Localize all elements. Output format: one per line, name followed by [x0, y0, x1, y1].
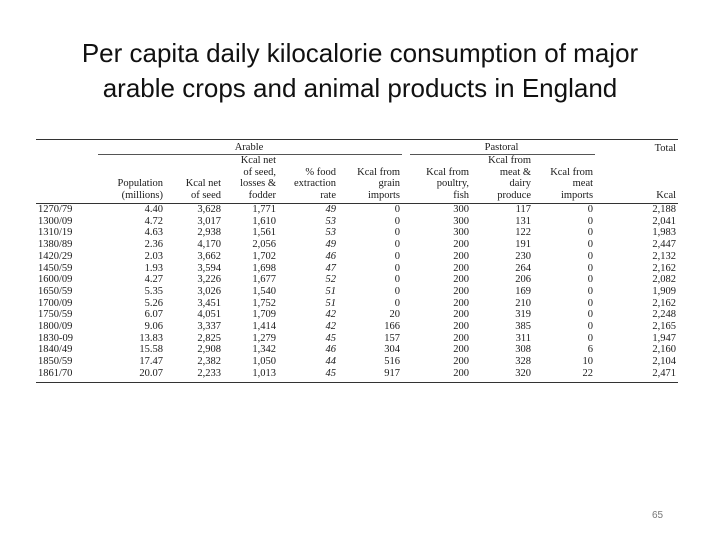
- table-cell: 42: [325, 321, 336, 333]
- table-cell: 4,170: [197, 239, 221, 251]
- table-cell: 0: [587, 262, 594, 274]
- table-cell: 0: [394, 239, 401, 251]
- table-row: [36, 216, 678, 228]
- table-cell: 311: [515, 332, 532, 344]
- column-header-line: fish: [453, 189, 470, 201]
- table-cell: 22: [533, 368, 595, 382]
- table-cell: 1,752: [252, 297, 276, 309]
- table-cell: 157: [384, 332, 401, 344]
- table-cell: 0: [587, 309, 594, 321]
- row-period: 1750/59: [38, 309, 73, 321]
- column-header: [278, 155, 338, 204]
- table-cell: 1,279: [252, 332, 276, 344]
- table-cell: 0: [394, 204, 401, 215]
- table-cell: 200: [453, 321, 470, 333]
- table-cell: 319: [515, 309, 532, 321]
- table-cell: 300: [453, 215, 470, 227]
- column-header-line: fodder: [248, 189, 276, 201]
- table-cell: 166: [384, 321, 401, 333]
- table-cell: 2,165: [652, 321, 677, 333]
- column-header-line: rate: [320, 189, 336, 201]
- column-header-line: Kcal from: [357, 166, 401, 178]
- table-row: [36, 274, 678, 286]
- table-cell: 49: [325, 204, 336, 215]
- table-cell: 230: [515, 250, 532, 262]
- table-row: [36, 239, 678, 251]
- table-cell: 206: [515, 274, 532, 286]
- table-row: [36, 368, 678, 382]
- table-cell: 10: [582, 356, 594, 368]
- table-cell: 1,947: [652, 332, 677, 344]
- table-cell: 1,013: [223, 368, 278, 382]
- table-cell: 516: [384, 356, 401, 368]
- table-cell: 20: [389, 309, 401, 321]
- row-period: 1600/09: [38, 274, 73, 286]
- table-cell: 52: [325, 274, 336, 286]
- row-period: 1300/09: [38, 215, 73, 227]
- table-cell: 3,337: [197, 321, 221, 333]
- column-header: [98, 155, 165, 204]
- group-header-row: [36, 140, 678, 155]
- table-cell: 2,233: [165, 368, 223, 382]
- title-line-1: Per capita daily kilocalorie consumption of major: [81, 38, 639, 68]
- table-row: [36, 263, 678, 275]
- table-cell: 1,677: [252, 274, 276, 286]
- table-cell: 3,594: [197, 262, 221, 274]
- table-cell: 2,471: [595, 368, 678, 382]
- column-header-line: Kcal from: [426, 166, 470, 178]
- table-cell: 20.07: [98, 368, 165, 382]
- table-cell: 200: [453, 250, 470, 262]
- table-cell: 1,983: [652, 227, 677, 239]
- table-cell: 0: [394, 274, 401, 286]
- table-cell: 2,132: [652, 250, 677, 262]
- table-cell: 1,698: [252, 262, 276, 274]
- table-cell: 2,104: [652, 356, 677, 368]
- table-cell: 42: [325, 309, 336, 321]
- table-cell: 0: [587, 227, 594, 239]
- table-cell: 1,702: [252, 250, 276, 262]
- table-cell: 200: [453, 262, 470, 274]
- group-pastoral: Pastoral: [410, 140, 595, 155]
- table-cell: 47: [325, 262, 336, 274]
- column-header: [338, 155, 402, 204]
- column-header-line: meat &: [499, 166, 532, 178]
- table-cell: 2,447: [652, 239, 677, 251]
- table-cell: 1,909: [652, 285, 677, 297]
- table-cell: 49: [325, 239, 336, 251]
- table-cell: 2,188: [652, 204, 677, 215]
- table-cell: 0: [394, 262, 401, 274]
- table-cell: 2,041: [652, 215, 677, 227]
- table-row: [36, 333, 678, 345]
- row-period: 1800/09: [38, 321, 73, 333]
- table-row: [36, 286, 678, 298]
- table-cell: 2,160: [652, 344, 677, 356]
- table-cell: 200: [453, 356, 470, 368]
- table-cell: 1,342: [252, 344, 276, 356]
- table-row: [36, 344, 678, 356]
- table-cell: 46: [325, 250, 336, 262]
- table-cell: 51: [325, 285, 336, 297]
- column-header-row: [36, 155, 678, 204]
- table-cell: 3,628: [197, 204, 221, 215]
- column-header-line: % food: [305, 166, 336, 178]
- table-row: [36, 356, 678, 368]
- table-cell: 1,414: [252, 321, 276, 333]
- table-cell: 191: [515, 239, 532, 251]
- table-cell: 5.35: [144, 285, 163, 297]
- table-cell: 2.36: [144, 239, 163, 251]
- column-header: [223, 155, 278, 204]
- table-cell: 0: [587, 297, 594, 309]
- table-cell: 0: [394, 285, 401, 297]
- table-cell: 45: [278, 368, 338, 382]
- column-header-line: (millions): [121, 189, 163, 201]
- table-cell: 15.58: [139, 344, 163, 356]
- column-header: [410, 155, 471, 204]
- table-cell: 44: [325, 356, 336, 368]
- group-arable: Arable: [98, 140, 402, 155]
- table-cell: 3,662: [197, 250, 221, 262]
- table-header: [36, 140, 678, 204]
- column-header-line: Kcal net: [185, 178, 221, 189]
- table-cell: 3,017: [197, 215, 221, 227]
- table-cell: 6.07: [144, 309, 163, 321]
- table-cell: 328: [515, 356, 532, 368]
- table-cell: 51: [325, 297, 336, 309]
- table-cell: 304: [384, 344, 401, 356]
- column-header: [471, 155, 533, 204]
- table-cell: 4.27: [144, 274, 163, 286]
- column-header-line: imports: [560, 189, 594, 201]
- column-header-line: grain: [378, 178, 401, 189]
- table-cell: 13.83: [139, 332, 163, 344]
- table-cell: 0: [394, 297, 401, 309]
- table-cell: 0: [587, 250, 594, 262]
- row-period: 1310/19: [38, 227, 73, 239]
- table-cell: 0: [587, 239, 594, 251]
- table-cell: 3,026: [197, 285, 221, 297]
- table-cell: 122: [515, 227, 532, 239]
- row-period: 1840/49: [38, 344, 73, 356]
- table-cell: 3,451: [197, 297, 221, 309]
- column-header-line: Kcal from: [550, 166, 594, 178]
- column-header-line: losses &: [240, 178, 276, 189]
- table-cell: 46: [325, 344, 336, 356]
- table-cell: 169: [515, 285, 532, 297]
- column-header-line: produce: [497, 189, 532, 201]
- column-header-line: dairy: [509, 178, 532, 189]
- table-cell: 2,908: [197, 344, 221, 356]
- table-cell: 200: [453, 332, 470, 344]
- table-cell: 4.72: [144, 215, 163, 227]
- table-cell: 0: [587, 274, 594, 286]
- table-cell: 200: [453, 344, 470, 356]
- table-cell: 200: [453, 285, 470, 297]
- column-header: [165, 155, 223, 204]
- column-header-line: imports: [367, 189, 401, 201]
- table-cell: 1.93: [144, 262, 163, 274]
- column-header: [533, 155, 595, 204]
- column-header-line: poultry,: [436, 178, 470, 189]
- table-cell: 117: [515, 204, 532, 215]
- row-period: 1450/59: [38, 262, 73, 274]
- column-header-line: Kcal net: [240, 155, 276, 166]
- title-line-2: arable crops and animal products in England: [102, 73, 618, 103]
- row-period: 1850/59: [38, 356, 73, 368]
- table-cell: 0: [587, 332, 594, 344]
- table-cell: 0: [587, 321, 594, 333]
- table-cell: 0: [587, 215, 594, 227]
- table-cell: 2,248: [652, 309, 677, 321]
- table-cell: 1,771: [252, 204, 276, 215]
- table-row: [36, 227, 678, 239]
- table-cell: 1,561: [252, 227, 276, 239]
- table-body: [36, 204, 678, 383]
- table-cell: 3,226: [197, 274, 221, 286]
- row-period: 1650/59: [38, 285, 73, 297]
- table-cell: 200: [410, 368, 471, 382]
- table-cell: 4.63: [144, 227, 163, 239]
- table-cell: 320: [471, 368, 533, 382]
- table-cell: 9.06: [144, 321, 163, 333]
- column-header-line: of seed,: [243, 166, 276, 178]
- table-cell: 210: [515, 297, 532, 309]
- table-cell: 45: [325, 332, 336, 344]
- table-cell: 2,162: [652, 297, 677, 309]
- row-period: 1861/70: [36, 368, 98, 382]
- table-cell: 0: [394, 215, 401, 227]
- table-cell: 200: [453, 239, 470, 251]
- slide-title: [0, 36, 720, 106]
- row-period: 1700/09: [38, 297, 73, 309]
- table-cell: 2,938: [197, 227, 221, 239]
- table-cell: 200: [453, 274, 470, 286]
- table-cell: 200: [453, 309, 470, 321]
- table-cell: 2,382: [197, 356, 221, 368]
- page-number: 65: [652, 510, 664, 521]
- table-cell: 1,050: [252, 356, 276, 368]
- table-cell: 0: [587, 204, 594, 215]
- table-cell: 1,709: [252, 309, 276, 321]
- table-row: [36, 321, 678, 333]
- column-header-total: Kcal: [595, 155, 678, 204]
- table-cell: 917: [338, 368, 402, 382]
- table-cell: 0: [394, 227, 401, 239]
- column-header-line: meat: [572, 178, 594, 189]
- column-header-line: Population: [117, 178, 163, 189]
- table-cell: 2.03: [144, 250, 163, 262]
- table-row: [36, 204, 678, 216]
- table-cell: 53: [325, 215, 336, 227]
- table-row: [36, 309, 678, 321]
- table-cell: 308: [515, 344, 532, 356]
- table-cell: 0: [394, 250, 401, 262]
- column-header-line: extraction: [294, 178, 336, 189]
- row-period: 1830-09: [38, 332, 73, 344]
- table-cell: 385: [515, 321, 532, 333]
- kcal-table-container: [36, 139, 678, 383]
- row-period: 1420/29: [38, 250, 73, 262]
- table-cell: 131: [515, 215, 532, 227]
- table-cell: 17.47: [139, 356, 163, 368]
- table-cell: 6: [587, 344, 594, 356]
- table-cell: 2,162: [652, 262, 677, 274]
- table-row: [36, 298, 678, 310]
- table-cell: 4,051: [197, 309, 221, 321]
- table-cell: 4.40: [144, 204, 163, 215]
- table-cell: 1,610: [252, 215, 276, 227]
- table-cell: 53: [325, 227, 336, 239]
- row-period: 1270/79: [38, 204, 73, 215]
- column-header-line: of seed: [190, 189, 221, 201]
- table-cell: 300: [453, 204, 470, 215]
- table-cell: 2,825: [197, 332, 221, 344]
- kcal-table: [36, 139, 678, 383]
- group-total: Total: [595, 140, 678, 155]
- table-cell: 0: [587, 285, 594, 297]
- table-cell: 1,540: [252, 285, 276, 297]
- table-row: [36, 251, 678, 263]
- table-cell: 300: [453, 227, 470, 239]
- table-cell: 264: [515, 262, 532, 274]
- row-period: 1380/89: [38, 239, 73, 251]
- table-cell: 200: [453, 297, 470, 309]
- table-cell: 2,082: [652, 274, 677, 286]
- table-cell: 2,056: [252, 239, 276, 251]
- table-cell: 5.26: [144, 297, 163, 309]
- column-header-line: Kcal from: [488, 155, 532, 166]
